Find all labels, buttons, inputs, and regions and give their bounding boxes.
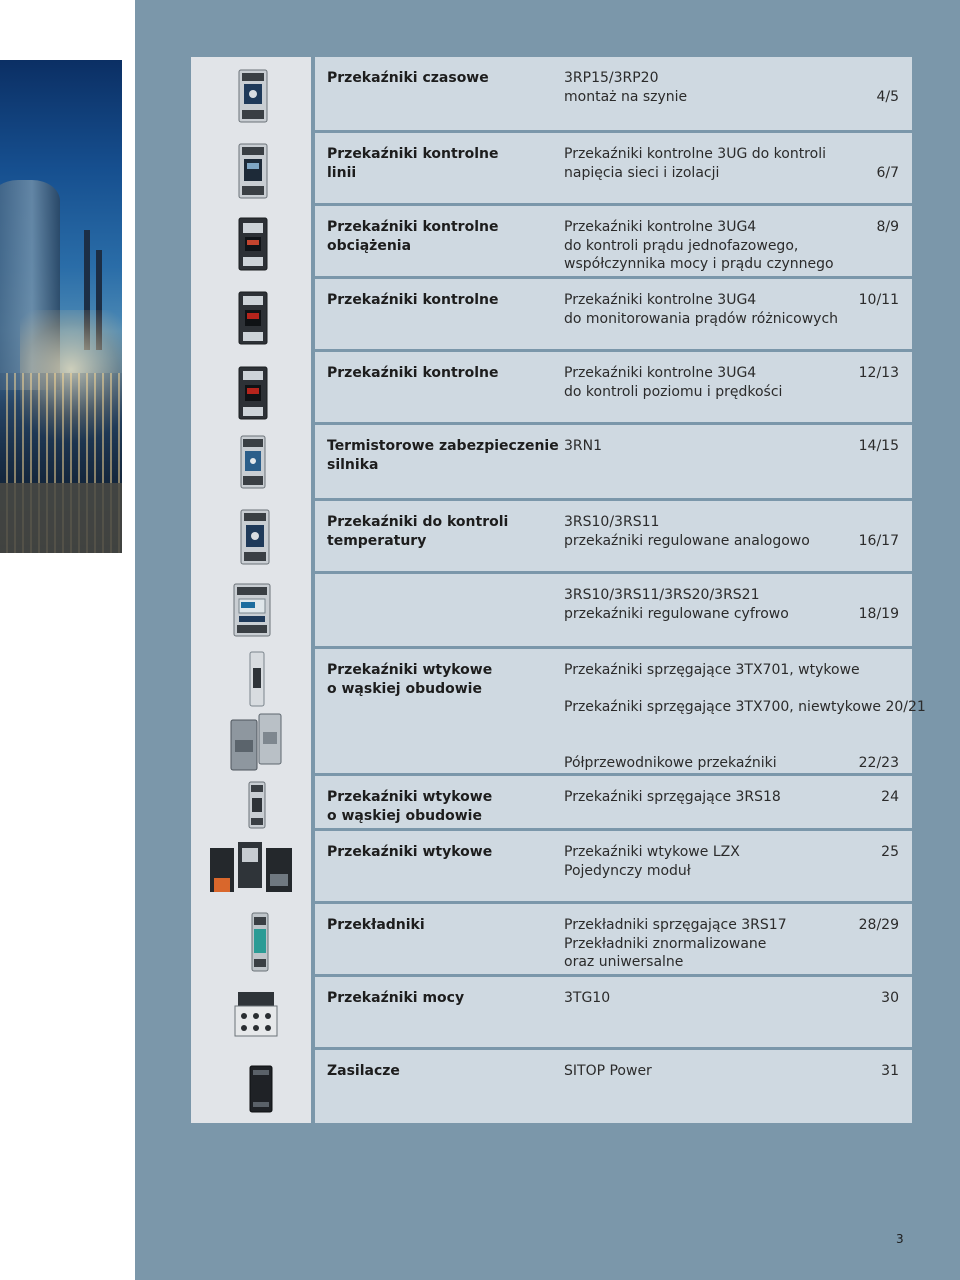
row-category: Przekaźniki kontrolne [327,292,499,308]
coupling-relay-3rs18-icon [244,780,270,830]
row-category: Zasilacze [327,1063,400,1079]
thermistor-relay-icon [238,434,268,490]
row-category: Przekaźniki kontrolne obciążenia [327,219,499,254]
row-page-number: 12/13 [858,365,899,381]
table-row [315,1050,912,1123]
table-row [315,574,912,646]
row-category: Przekaźniki czasowe [327,70,489,86]
power-supply-icon [246,1062,276,1116]
temperature-relay-digital-icon [232,582,272,638]
row-page-number: 30 [881,990,899,1006]
row-description: Przekaźniki kontrolne 3UG do kontroli napięcia sieci i izolacji [564,146,826,181]
industrial-plant-photo [0,60,122,553]
table-row [315,206,912,276]
row-page-number: 6/7 [876,164,899,181]
line-monitoring-relay-icon [236,142,270,200]
row-category: Przekładniki [327,917,425,933]
row-description: Przekaźniki kontrolne 3UG4 do kontroli prądu jednofazowego, współczynnika mocy i prądu czynnego [564,219,834,272]
row-category: Przekaźniki kontrolne linii [327,146,499,181]
row-page-number: 18/19 [858,605,899,622]
row-description: 3RN1 [564,438,603,454]
row-page-number: 25 [881,844,899,860]
table-row [315,133,912,203]
narrow-plug-in-relay-icon [245,650,269,708]
row-category: Termistorowe zabezpieczenie silnika [327,438,559,473]
table-row [315,977,912,1047]
row-page-number: 10/11 [858,292,899,308]
residual-current-relay-icon [236,290,270,346]
table-row [315,649,926,773]
signal-converter-icon [248,911,272,973]
row-description: 3TG10 [564,990,611,1006]
load-monitoring-relay-icon [236,216,270,272]
row-page-number: 28/29 [858,917,899,933]
row-category: Przekaźniki wtykowe o wąskiej obudowie [327,789,493,824]
row-description: Przekaźniki sprzęgające 3TX701, wtykowe Przekaźniki sprzęgające 3TX700, niewtykowe 20/21 Półprzewodnikowe przekaźniki [564,662,926,771]
table-row [315,352,912,422]
table-row [315,501,912,571]
row-category: Przekaźniki wtykowe o wąskiej obudowie [327,662,493,697]
row-category: Przekaźniki kontrolne [327,365,499,381]
row-page-number: 24 [881,789,899,805]
power-relay-icon [232,988,280,1040]
row-page-number: 14/15 [858,438,899,454]
row-description: Przekaźniki wtykowe LZX Pojedynczy moduł [564,844,740,879]
plug-in-relay-lzx-icon [206,838,298,900]
row-page-number: 22/23 [858,754,899,771]
row-page-number: 31 [881,1063,899,1079]
row-description: Przekaźniki kontrolne 3UG4 do kontroli poziomu i prędkości [564,365,783,400]
row-page-number: 16/17 [858,532,899,549]
table-row [315,425,912,498]
table-row [315,904,912,974]
row-description: Przekaźniki kontrolne 3UG4 do monitorowania prądów różnicowych [564,292,839,327]
row-description: 3RP15/3RP20 montaż na szynie [564,70,688,105]
table-row [315,279,912,349]
page-number: 3 [896,1232,904,1246]
row-page-number: 8/9 [876,219,899,235]
row-description: 3RS10/3RS11/3RS20/3RS21 przekaźniki regulowane cyfrowo [564,587,789,622]
row-description: SITOP Power [564,1063,652,1079]
table-row [315,776,912,828]
row-category: Przekaźniki mocy [327,990,465,1006]
row-category: Przekaźniki wtykowe [327,844,493,860]
row-description: Przekaźniki sprzęgające 3RS18 [564,789,781,805]
row-description: 3RS10/3RS11 przekaźniki regulowane analogowo [564,514,810,549]
row-page-number: 4/5 [876,88,899,105]
temperature-relay-analog-icon [238,508,272,566]
level-speed-relay-icon [236,365,270,421]
time-relay-icon [236,68,270,124]
table-row [315,831,912,901]
table-row [315,57,912,130]
row-description: Przekładniki sprzęgające 3RS17 Przekładniki znormalizowane oraz uniwersalne [564,917,787,970]
row-category: Przekaźniki do kontroli temperatury [327,514,509,549]
solid-state-relay-icon [229,712,285,772]
